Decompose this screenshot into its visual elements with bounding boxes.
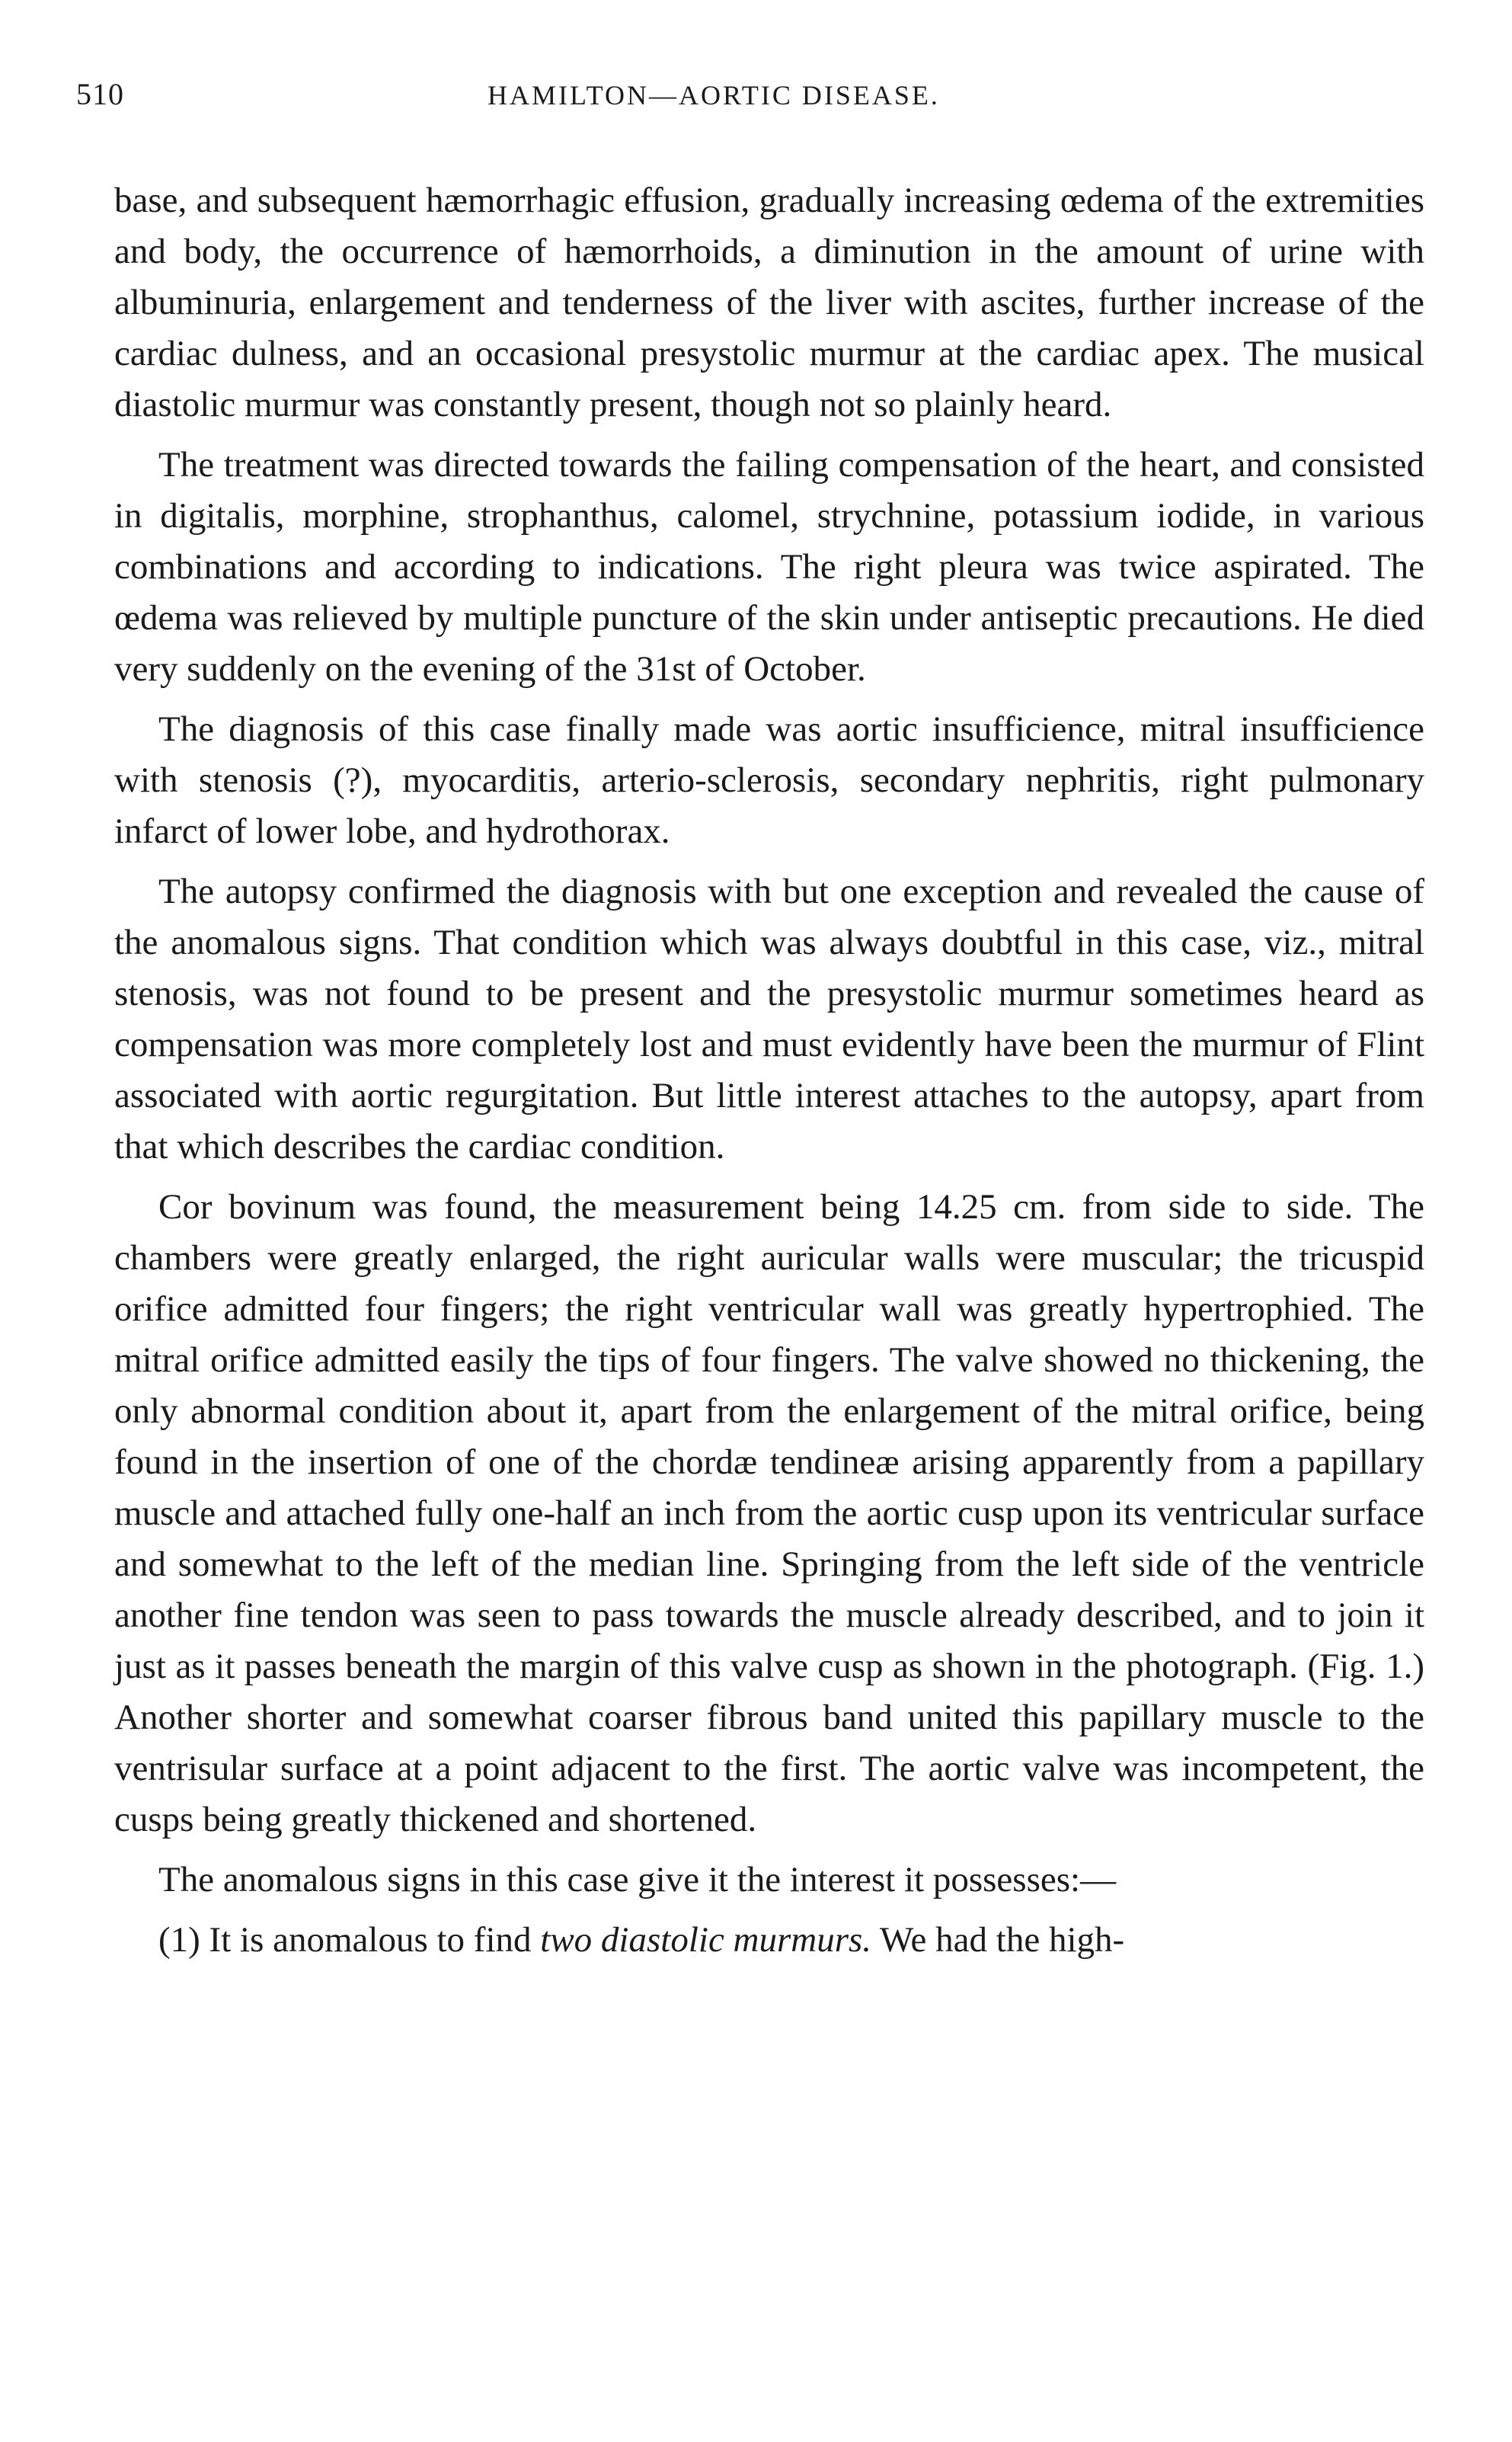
page-number: 510 (76, 77, 124, 111)
document-page (76, 76, 1424, 1975)
running-head (76, 76, 1424, 130)
point-one-emphasis: two diastolic murmurs. (540, 1920, 872, 1960)
paragraph-autopsy: The autopsy confirmed the diagnosis with but one exception and revealed the cause of the anomalous signs. That condition which was always doubtful in this case, viz., mitral stenosis, was not found to be present and the presystolic murmur sometimes heard as compensation was more completely lost and must evidently have been the murmur of Flint associated with aortic regurgitation. But little interest attaches to the autopsy, apart from that which describes the cardiac condition. (114, 872, 1424, 1167)
paragraph-cor-bovinum: Cor bovinum was found, the measurement being 14.25 cm. from side to side. The chambers were greatly enlarged, the right auricular walls were muscular; the tricuspid orifice admitted four fingers; the right ventricular wall was greatly hypertrophied. The mitral orifice admitted easily the tips of four fingers. The valve showed no thickening, the only abnormal condition about it, apart from the enlargement of the mitral orifice, being found in the insertion of one of the chordæ tendineæ arising apparently from a papillary muscle and attached fully one-half an inch from the aortic cusp upon its ventricular surface and somewhat to the left of the median line. Springing from the left side of the ventricle another fine tendon was seen to pass towards the muscle already described, and to join it just as it passes beneath the margin of this valve cusp as shown in the photograph. (Fig. 1.) Another shorter and somewhat coarser fibrous band united this papillary muscle to the ventrisular surface at a point adjacent to the first. The aortic valve was incompetent, the cusps being greatly thickened and shortened. (114, 1187, 1424, 1839)
paragraph-continuation: base, and subsequent hæmorrhagic effusion, gradually increasing œdema of the extremities and body, the occurrence of hæmorrhoids, a diminution in the amount of urine with albuminuria, enlargement and tenderness of the liver with ascites, further increase of the cardiac dulness, and an occasional presystolic murmur at the cardiac apex. The musical diastolic murmur was constantly present, though not so plainly heard. (114, 181, 1424, 424)
point-one-suffix: We had the high- (871, 1920, 1125, 1960)
running-title: HAMILTON—AORTIC DISEASE. (487, 80, 940, 110)
paragraph-diagnosis: The diagnosis of this case finally made was aortic insufficience, mitral insufficience with stenosis (?), myocarditis, arterio-sclerosis, secondary nephritis, right pulmonary infarct of lower lobe, and hydrothorax. (114, 709, 1424, 851)
paragraph-anomalous-signs: The anomalous signs in this case give it the interest it possesses:— (158, 1860, 1117, 1900)
paragraph-treatment: The treatment was directed towards the failing compensation of the heart, and consisted in digitalis, morphine, strophanthus, calomel, strychnine, potassium iodide, in various combinations and according to indications. The right pleura was twice aspirated. The œdema was relieved by multiple puncture of the skin under antiseptic precautions. He died very suddenly on the evening of the 31st of October. (114, 445, 1424, 689)
point-one-prefix: (1) It is anomalous to find (158, 1920, 541, 1960)
paragraph-point-one (114, 1915, 1424, 1966)
